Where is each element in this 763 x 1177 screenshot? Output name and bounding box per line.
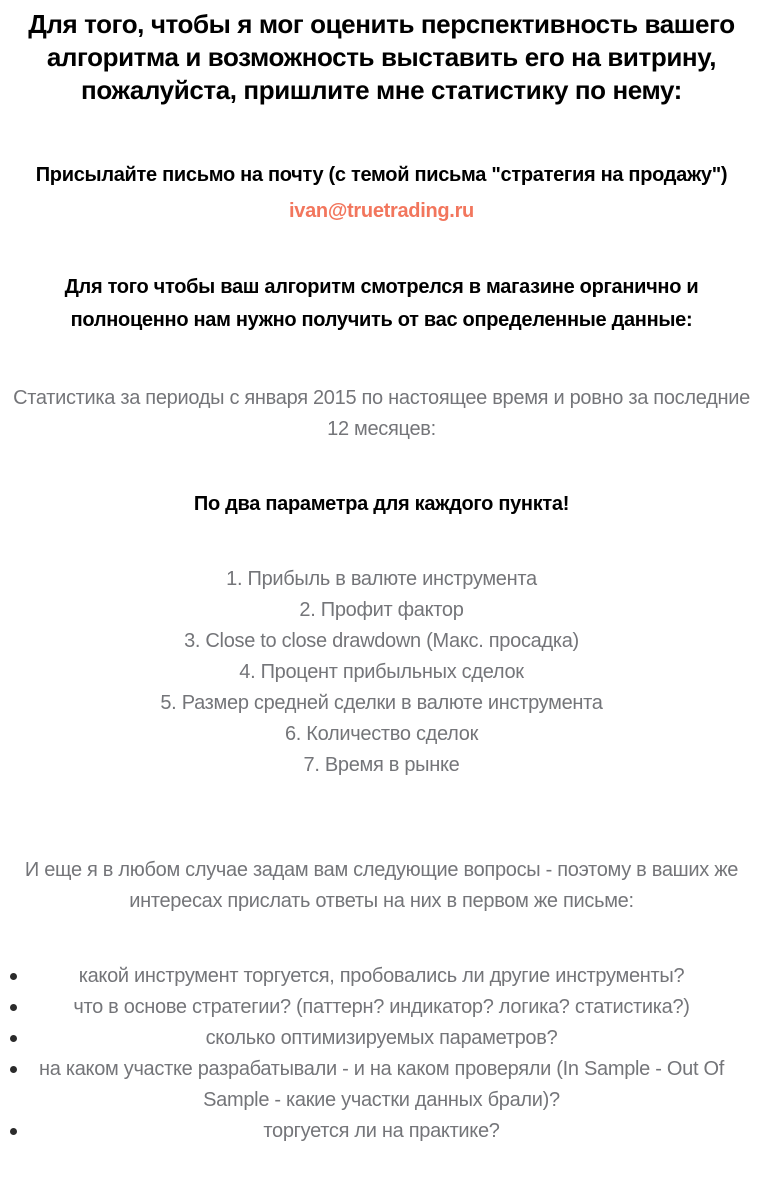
question-text: на каком участке разрабатывали - и на каком проверяли (In Sample - Out Of Sample - какие участки данных брали)? xyxy=(39,1058,724,1111)
list-item: 7. Время в рынке xyxy=(303,754,460,776)
contact-instruction: Присылайте письмо на почту (с темой письма "стратегия на продажу") xyxy=(35,164,728,186)
question-text: торгуется ли на практике? xyxy=(263,1120,500,1142)
question-item xyxy=(10,1116,753,1147)
contact-block xyxy=(10,157,753,229)
question-item xyxy=(10,1023,753,1054)
contact-email-row xyxy=(10,193,753,229)
list-item: 5. Размер средней сделки в валюте инструмента xyxy=(160,692,603,714)
questions-intro: И еще я в любом случае задам вам следующие вопросы - поэтому в ваших же интересах прислать ответы на них в первом же письме: xyxy=(24,859,739,912)
bullet-icon xyxy=(10,973,17,980)
bullet-icon xyxy=(10,1004,17,1011)
question-text: какой инструмент торгуется, пробовались ли другие инструменты? xyxy=(78,965,685,987)
params-note: По два параметра для каждого пункта! xyxy=(193,493,570,515)
requirements-intro: Для того чтобы ваш алгоритм смотрелся в магазине органично и полноценно нам нужно получить от вас определенные данные: xyxy=(64,276,699,331)
list-item: 1. Прибыль в валюте инструмента xyxy=(226,568,537,590)
stats-period-note: Статистика за периоды с января 2015 по настоящее время и ровно за последние 12 месяцев: xyxy=(13,387,750,440)
list-item: 4. Процент прибыльных сделок xyxy=(239,661,524,683)
question-item xyxy=(10,1054,753,1116)
email-link[interactable]: ivan@truetrading.ru xyxy=(289,200,474,222)
bullet-icon xyxy=(10,1128,17,1135)
question-item xyxy=(10,961,753,992)
list-item: 6. Количество сделок xyxy=(284,723,479,745)
question-text: сколько оптимизируемых параметров? xyxy=(205,1027,558,1049)
params-list xyxy=(10,564,753,781)
bullet-icon xyxy=(10,1066,17,1073)
question-text: что в основе стратегии? (паттерн? индикатор? логика? статистика?) xyxy=(73,996,690,1018)
question-item xyxy=(10,992,753,1023)
page-title: Для того, чтобы я мог оценить перспективность вашего алгоритма и возможность выставить его на витрину, пожалуйста, пришлите мне статистику по нему: xyxy=(28,9,735,105)
questions-list xyxy=(10,961,753,1147)
list-item: 3. Close to close drawdown (Макс. просадка) xyxy=(184,630,579,652)
bullet-icon xyxy=(10,1035,17,1042)
list-item: 2. Профит фактор xyxy=(299,599,464,621)
